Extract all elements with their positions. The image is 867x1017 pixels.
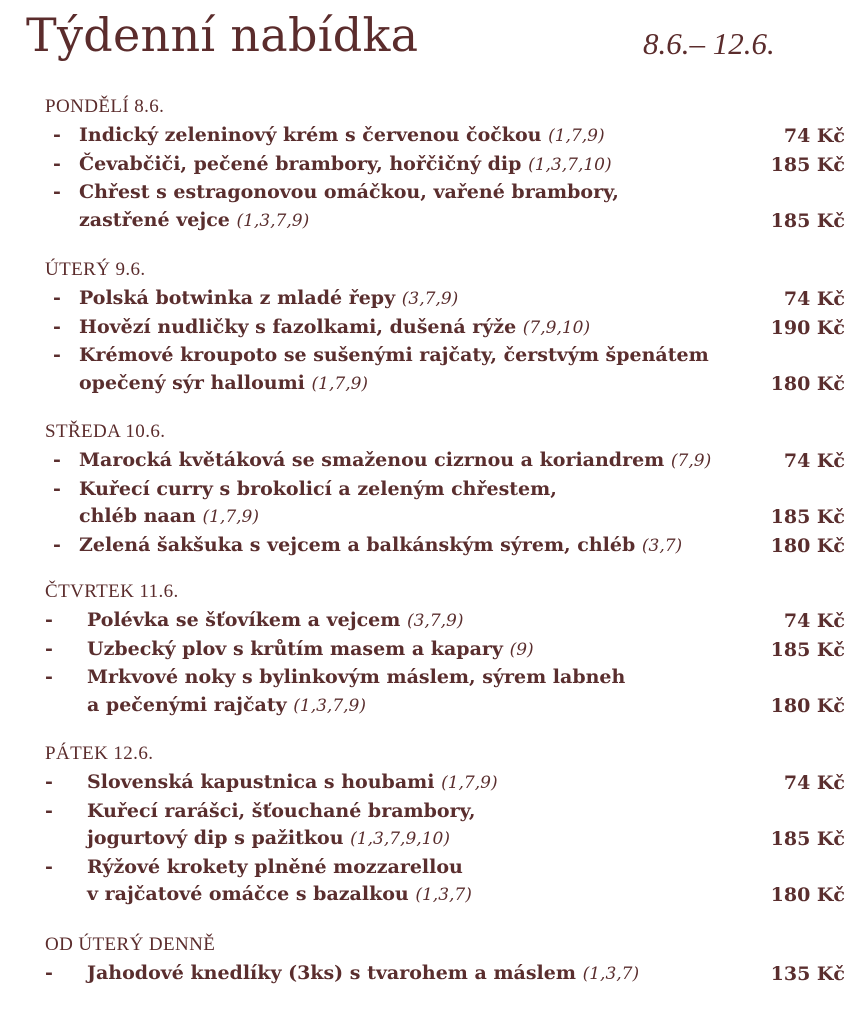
item-allergens: (1,7,9) [311,373,369,394]
item-name-line [45,607,845,636]
item-price: 135 Kč [770,963,845,985]
menu-item [45,314,845,343]
item-allergens: (1,3,7,9) [236,210,310,231]
item-name: Marocká květáková se smaženou cizrnou a koriandrem [79,449,665,471]
item-name: chléb naan [79,505,196,527]
menu-item [45,179,845,235]
item-bullet: - [53,344,61,366]
item-name-line [45,825,845,854]
item-allergens: (9) [509,639,534,660]
day-section [45,742,845,910]
menu-item [45,342,845,398]
item-price: 180 Kč [770,884,845,906]
day-heading: ČTVRTEK 11.6. [45,581,179,602]
item-bullet: - [45,609,53,631]
item-name: Zelená šakšuka s vejcem a balkánským sýrem, chléb [79,533,636,556]
item-bullet: - [53,315,61,338]
item-name: Mrkvové noky s bylinkovým máslem, sýrem labneh [87,666,626,688]
item-price: 74 Kč [783,610,845,632]
day-heading: PÁTEK 12.6. [45,743,154,764]
menu-item [45,447,845,476]
item-name-line [45,370,845,399]
item-name-line [45,314,845,343]
date-range: 8.6.– 12.6. [643,26,775,61]
item-allergens: (1,7,9) [441,773,498,793]
item-name-line [45,179,845,207]
item-name-line [45,532,845,561]
item-name: Polévka se šťovíkem a vejcem [87,609,401,631]
item-name: Slovenská kapustnica s houbami [87,771,435,793]
item-price: 185 Kč [770,153,845,176]
item-name-line [45,447,845,476]
item-price: 185 Kč [770,209,845,232]
item-name-line [45,503,845,532]
item-allergens: (1,7,9) [202,507,259,527]
day-heading: OD ÚTERÝ DENNĚ [45,934,216,955]
item-allergens: (7,9,10) [522,317,591,338]
item-price: 74 Kč [783,772,845,794]
menu-item [45,285,845,314]
menu-item [45,960,845,989]
item-bullet: - [45,637,53,660]
day-section [45,95,845,235]
menu-item [45,476,845,532]
item-bullet: - [53,477,61,500]
item-price: 190 Kč [770,316,845,339]
item-name-line [45,664,845,692]
item-bullet: - [53,124,61,146]
item-bullet: - [53,181,61,203]
menu-item [45,769,845,798]
item-name-line [45,285,845,314]
item-price: 74 Kč [783,288,845,310]
item-name: Rýžové krokety plněné mozzarellou [87,855,463,878]
menu-item [45,854,845,910]
item-allergens: (1,3,7,10) [528,154,612,175]
item-name: opečený sýr halloumi [79,371,305,394]
day-section [45,258,845,398]
item-name-line [45,881,845,910]
item-allergens: (1,7,9) [548,126,605,146]
item-name-line [45,960,845,989]
day-section [45,420,845,560]
item-price: 180 Kč [770,694,845,717]
day-heading: STŘEDA 10.6. [45,421,166,442]
item-price: 74 Kč [783,125,845,147]
item-name: Chřest s estragonovou omáčkou, vařené brambory, [79,181,619,203]
item-bullet: - [53,152,61,175]
item-price: 74 Kč [783,450,845,472]
item-price: 180 Kč [770,372,845,395]
item-allergens: (7,9) [670,451,712,471]
item-name: Indický zeleninový krém s červenou čočkou [79,124,542,146]
item-bullet: - [45,771,53,793]
menu-item [45,151,845,180]
item-name: zastřené vejce [79,208,230,231]
item-price: 185 Kč [770,638,845,661]
item-price: 185 Kč [770,506,845,528]
item-name: v rajčatové omáčce s bazalkou [87,883,409,905]
menu-item [45,532,845,561]
page-title: Týdenní nabídka [26,8,419,62]
item-allergens: (1,3,7) [582,964,640,984]
item-name-line [45,476,845,504]
item-name-line [45,207,845,236]
item-name-line [45,854,845,882]
item-name-line [45,122,845,151]
item-allergens: (3,7,9) [401,289,459,309]
item-name-line [45,342,845,370]
menu-item [45,664,845,720]
day-section [45,580,845,720]
item-bullet: - [53,287,61,309]
item-bullet: - [53,533,61,556]
item-name: Uzbecký plov s krůtím masem a kapary [87,637,503,660]
day-section [45,933,845,989]
item-name: a pečenými rajčaty [87,693,287,716]
menu-item [45,122,845,151]
menu-item [45,636,845,665]
item-allergens: (3,7,9) [406,611,464,631]
item-name-line [45,692,845,721]
menu-item [45,607,845,636]
menu-item [45,798,845,854]
item-name-line [45,798,845,826]
item-name: Polská botwinka z mladé řepy [79,287,396,309]
item-name: Kuřecí curry s brokolicí a zeleným chřestem, [79,477,557,500]
item-bullet: - [45,799,53,822]
item-name: Krémové kroupoto se sušenými rajčaty, čerstvým špenátem [79,344,709,366]
item-name: Hovězí nudličky s fazolkami, dušená rýže [79,315,517,338]
day-heading: ÚTERÝ 9.6. [45,259,146,280]
item-name: Jahodové knedlíky (3ks) s tvarohem a máslem [87,962,576,984]
item-name-line [45,636,845,665]
item-name: Čevabčiči, pečené brambory, hořčičný dip [79,152,522,175]
item-name: Kuřecí rarášci, šťouchané brambory, [87,799,476,822]
item-name-line [45,769,845,798]
item-bullet: - [45,962,53,984]
item-allergens: (1,3,7,9) [293,695,367,716]
item-name: jogurtový dip s pažitkou [87,827,344,849]
item-bullet: - [53,449,61,471]
item-allergens: (3,7) [641,535,683,556]
day-heading: PONDĚLÍ 8.6. [45,96,165,117]
item-allergens: (1,3,7) [415,885,472,905]
item-price: 180 Kč [770,534,845,557]
item-name-line [45,151,845,180]
item-bullet: - [45,855,53,878]
item-allergens: (1,3,7,9,10) [350,829,450,849]
item-bullet: - [45,666,53,688]
item-price: 185 Kč [770,828,845,850]
